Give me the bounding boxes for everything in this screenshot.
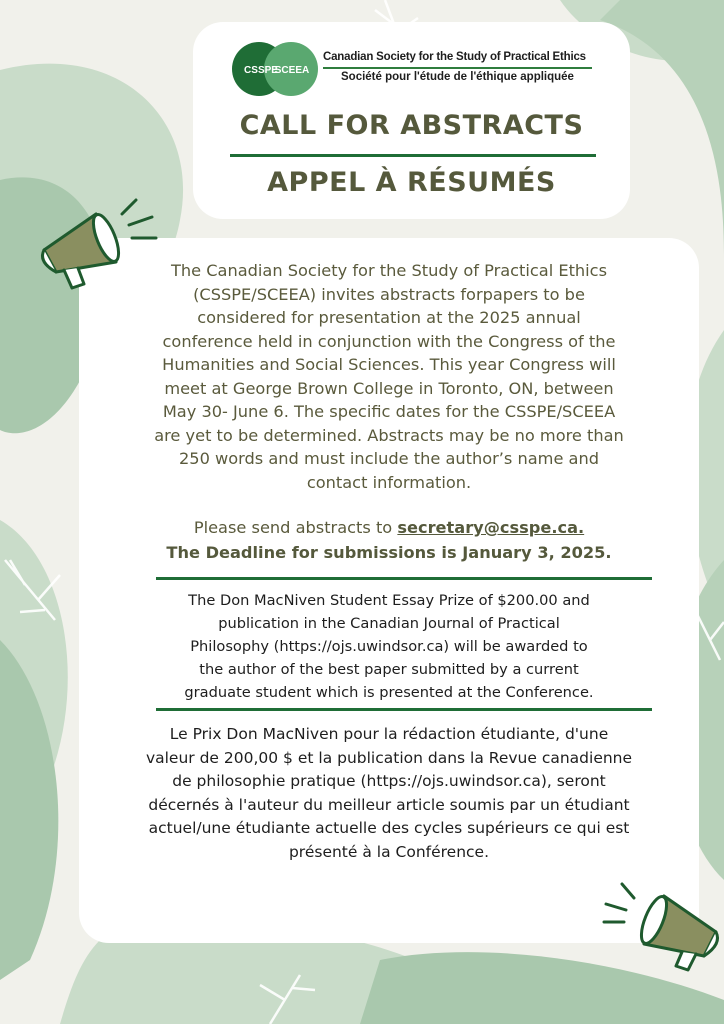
prize-fr-paragraph xyxy=(68,723,710,864)
megaphone-icon xyxy=(600,878,724,974)
intro-line: (CSSPE/SCEEA) invites abstracts forpapers to be xyxy=(193,284,585,304)
send-text: Please send abstracts to xyxy=(193,518,398,537)
send-abstracts-line xyxy=(68,518,710,537)
intro-paragraph xyxy=(68,259,710,494)
title-en: CALL FOR ABSTRACTS xyxy=(239,110,584,141)
intro-line: May 30- June 6. The specific dates for the CSSPE/SCEEA xyxy=(162,402,616,421)
section-divider xyxy=(156,708,652,711)
prize-en-line: the author of the best paper submitted by a current xyxy=(199,661,579,678)
prize-fr-line: valeur de 200,00 $ et la publication dans la Revue canadienne xyxy=(145,748,633,767)
prize-fr-line: de philosophie pratique (https://ojs.uwindsor.ca), seront xyxy=(172,772,606,790)
email-link[interactable]: secretary@csspe.ca. xyxy=(397,518,585,537)
logo-text-right: SCEEA xyxy=(274,65,310,76)
prize-fr-line: décernés à l'auteur du meilleur article soumis par un étudiant xyxy=(148,795,630,814)
prize-fr-line: actuel/une étudiante actuelle des cycles supérieurs ce qui est xyxy=(148,819,630,837)
csspe-logo xyxy=(230,40,330,98)
intro-line: contact information. xyxy=(306,472,472,492)
prize-en-line: Philosophy (https://ojs.uwindsor.ca) will be awarded to xyxy=(190,638,588,655)
prize-en-line: publication in the Canadian Journal of Practical xyxy=(218,615,560,632)
title-divider xyxy=(230,154,596,157)
prize-fr-line: Le Prix Don MacNiven pour la rédaction étudiante, d'une xyxy=(169,725,609,743)
intro-line: considered for presentation at the 2025 annual xyxy=(197,308,581,327)
prize-en-line: The Don MacNiven Student Essay Prize of $200.00 and xyxy=(188,592,590,609)
main-card xyxy=(79,238,699,943)
logo-text-left: CSSPE xyxy=(244,65,278,76)
megaphone-icon xyxy=(36,192,160,292)
intro-line: conference held in conjunction with the Congress of the xyxy=(162,331,616,351)
org-name-en: Canadian Society for the Study of Practical Ethics xyxy=(323,51,586,63)
intro-line: 250 words and must include the author’s name and xyxy=(178,449,600,468)
org-name-fr: Société pour l'étude de l'éthique appliquée xyxy=(341,71,574,83)
intro-line: meet at George Brown College in Toronto, ON, between xyxy=(164,378,614,398)
org-name-divider xyxy=(323,67,592,69)
section-divider xyxy=(156,577,652,580)
intro-line: Humanities and Social Sciences. This year Congress will xyxy=(162,355,616,374)
intro-line: The Canadian Society for the Study of Practical Ethics xyxy=(170,261,608,280)
prize-en-line: graduate student which is presented at the Conference. xyxy=(184,684,594,701)
prize-fr-line: présenté à la Conférence. xyxy=(288,842,490,861)
header-card xyxy=(193,22,630,219)
intro-line: are yet to be determined. Abstracts may be no more than xyxy=(154,425,624,445)
title-fr: APPEL À RÉSUMÉS xyxy=(267,167,556,198)
prize-en-paragraph xyxy=(68,589,710,704)
deadline-text: The Deadline for submissions is January 3, 2025. xyxy=(166,543,612,562)
